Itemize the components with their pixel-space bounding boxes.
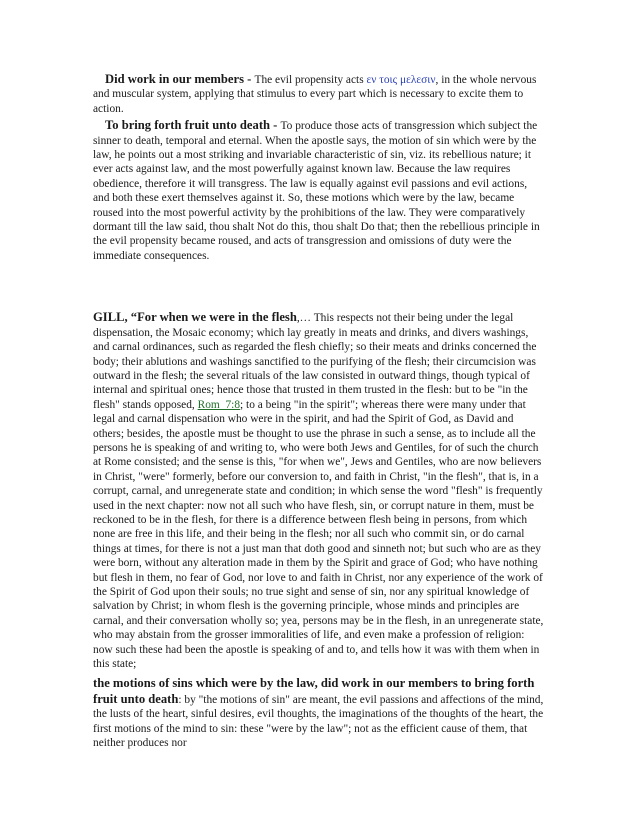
paragraph-text: ; to a being "in the spirit"; whereas there were many under that legal and carnal dispensation who were in the spirit, and had the Spirit of God, as David and others; besides, the apostle must be thought to use the phrase in such a sense, as to include all the persons he is speaking of and writing to, who were both Jews and Gentiles, for of such the church at Rome consisted; and the sense is this, "for when we", Jews and Gentiles, who are now believers in Christ, "were" formerly, before our conversion to, and faith in Christ, "in the flesh", that is, in a corrupt, carnal, and unregenerate state and condition; in which sense the word "flesh" is frequently used in the next chapter: now not all such who have flesh, sin, or corrupt nature in them, must be reckoned to be in the flesh, for there is a difference between flesh being in persons, from which none are free in this life, and their being in the flesh; nor all such who commit sin, or do carnal things at times, for there is not a just man that doth good and sinneth not; but such who are as they were born, without any alteration made in them by the Spirit and grace of God; who have nothing but flesh in them, no fear of God, nor love to and faith in Christ, nor any experience of the work of the Spirit of God upon their souls; no true sight and sense of sin, nor any spiritual knowledge of salvation by Christ; in whom flesh is the governing principle, whose minds and principles are carnal, and their conversation wholly so; yea, persons may be in the flesh, in an unregenerate state, who may abstain from the grosser immoralities of life, and even make a profession of religion: now such these had been the apostle is speaking of and to, and tells how it was with them when in this state; [93,398,544,671]
section-spacer [93,263,545,310]
greek-phrase: εν τοις μελεσιν [366,74,436,86]
paragraph-fruit-unto-death [93,118,545,263]
scripture-link[interactable]: Rom_7:8 [197,398,241,411]
paragraph-text: The evil propensity acts [254,74,367,86]
verse-heading: Did work in our members - [105,72,255,86]
paragraph-text: : by "the motions of sin" are meant, the evil passions and affections of the mind, the lusts of the heart, sinful desires, evil thoughts, the imaginations of the thoughts of the heart, the first motions of the mind to sin: these "were by the law"; not as the efficient cause of them, that neither produces nor [93,693,544,750]
paragraph-gill [93,310,545,671]
verse-heading: To bring forth fruit unto death - [105,118,281,133]
paragraph-did-work [93,72,545,116]
paragraph-text: To produce those acts of transgression which subject the sinner to death, temporal and eternal. When the apostle says, the motion of sin which were by the law, he points out a most striking and invariable characteristic of sin, viz. its rebellious nature; it ever acts against law, and the most powerfully against known law. Because the law requires obedience, therefore it will transgress. The law is equally against evil passions and evil actions, and both these exert themselves against it. So, these motions which were by the law, became roused into the most powerful activity by the prohibitions of the law. They were comparatively dormant till the law said, thou shalt Not do this, thou shalt Do that; then the rebellious principle in the evil propensity became roused, and acts of transgression and omissions of duty were the immediate consequences. [93,120,540,262]
paragraph-text: ,… This respects not their being under the legal dispensation, the Mosaic economy; which lay greatly in meats and drinks, and divers washings, and carnal ordinances, such as regarded the flesh chiefly; so their meats and drinks concerned the body; their ablutions and washings sanctified to the purifying of the flesh; their circumcision was outward in the flesh; the several rituals of the law consisted in outward things, though typical of internal and spiritual ones; hence those that trusted in them trusted in the flesh: but to be "in the flesh" stands opposed, [93,312,537,411]
commentary-heading: GILL, “For when we were in the flesh [93,310,297,325]
paragraph-text: , in the whole nervous and muscular system, applying that stimulus to every part which is necessary to excite them to action. [93,74,537,115]
verse-heading: the motions of sins which were by the law, did work in our members to bring forth fruit unto death [93,676,535,706]
document-page [93,72,545,750]
paragraph-motions-of-sins [93,676,545,750]
